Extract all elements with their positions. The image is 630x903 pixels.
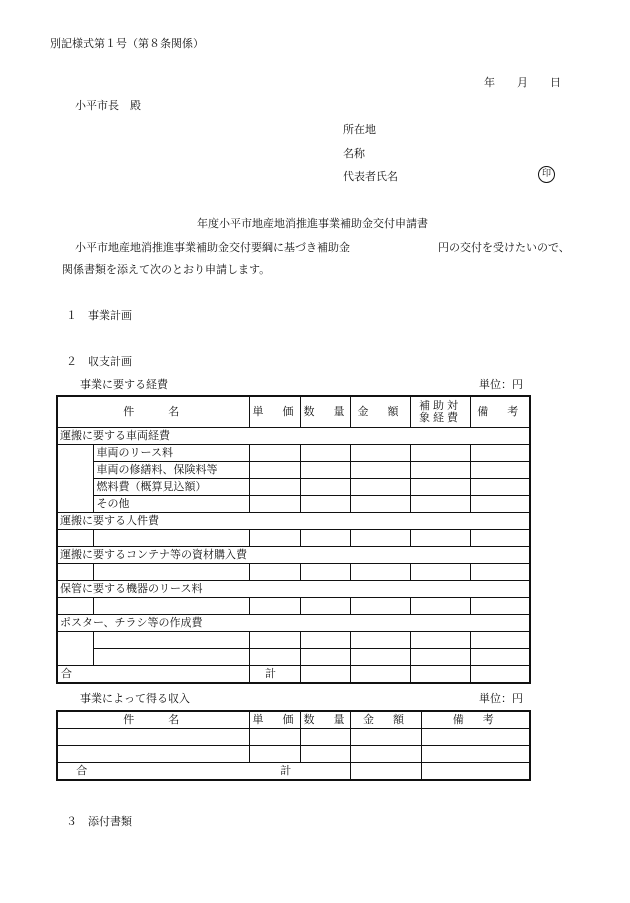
income-header-item: 件 名 — [57, 711, 249, 729]
table-row — [57, 564, 530, 581]
body-text-line2: 関係書類を添えて次のとおり申請します。 — [62, 263, 271, 276]
table-row — [57, 479, 530, 496]
table-row — [57, 513, 530, 530]
income-header-row — [57, 711, 530, 729]
header-subsidy-line1: 補助対 — [419, 399, 461, 412]
income-header-note: 備 考 — [421, 711, 530, 729]
seal-mark: 印 — [538, 166, 555, 183]
header-note: 備 考 — [470, 396, 530, 428]
table-row — [57, 666, 530, 684]
item-other: その他 — [93, 496, 249, 513]
header-unit-price: 単 価 — [249, 396, 300, 428]
expenses-caption: 事業に要する経費 — [80, 378, 168, 391]
section-attachments: ３ 添付書類 — [66, 815, 132, 828]
income-header-amount: 金 額 — [350, 711, 421, 729]
table-row — [57, 615, 530, 632]
name-label: 名称 — [343, 147, 365, 160]
address-label: 所在地 — [343, 123, 376, 136]
table-row — [57, 530, 530, 547]
table-row — [57, 547, 530, 564]
header-subsidy-target — [410, 396, 470, 428]
table-row — [57, 428, 530, 445]
indent-cell — [57, 445, 93, 513]
expenses-header-row — [57, 396, 530, 428]
body-text-line1b: 円の交付を受けたいので、 — [438, 241, 570, 254]
category-vehicle: 運搬に要する車両経費 — [57, 428, 530, 445]
table-row — [57, 632, 530, 649]
category-posters: ポスター、チラシ等の作成費 — [57, 615, 530, 632]
body-text-line1a: 小平市地産地消推進事業補助金交付要綱に基づき補助金 — [75, 241, 350, 254]
table-row — [57, 763, 530, 781]
expenses-total-label: 合 計 — [57, 666, 249, 684]
item-fuel: 燃料費（概算見込額） — [93, 479, 249, 496]
income-caption: 事業によって得る収入 — [80, 692, 190, 705]
income-total-label: 合 計 — [57, 763, 350, 781]
income-unit: 単位：円 — [479, 692, 523, 705]
table-row — [57, 729, 530, 746]
table-row — [57, 581, 530, 598]
table-row — [57, 746, 530, 763]
expenses-unit: 単位：円 — [479, 378, 523, 391]
income-table — [56, 710, 531, 781]
header-quantity: 数 量 — [300, 396, 350, 428]
addressee: 小平市長 殿 — [75, 99, 141, 112]
header-subsidy-line2: 象経費 — [419, 411, 461, 424]
expenses-table — [56, 395, 531, 684]
document-title: 年度小平市地産地消推進事業補助金交付申請書 — [197, 217, 428, 230]
section-business-plan: １ 事業計画 — [66, 309, 132, 322]
category-containers: 運搬に要するコンテナ等の資材購入費 — [57, 547, 530, 564]
table-row — [57, 649, 530, 666]
header-item: 件 名 — [57, 396, 249, 428]
category-storage: 保管に要する機器のリース料 — [57, 581, 530, 598]
section-budget-plan: ２ 収支計画 — [66, 355, 132, 368]
table-row — [57, 462, 530, 479]
income-header-unit-price: 単 価 — [249, 711, 300, 729]
item-vehicle-lease: 車両のリース料 — [93, 445, 249, 462]
representative-label: 代表者氏名 — [343, 170, 398, 183]
table-row — [57, 598, 530, 615]
table-row — [57, 445, 530, 462]
form-label: 別記様式第１号（第８条関係） — [50, 37, 204, 50]
table-row — [57, 496, 530, 513]
header-amount: 金 額 — [350, 396, 410, 428]
date-line: 年 月 日 — [484, 76, 561, 89]
category-labor: 運搬に要する人件費 — [57, 513, 530, 530]
income-header-quantity: 数 量 — [300, 711, 350, 729]
item-vehicle-repair: 車両の修繕料、保険料等 — [93, 462, 249, 479]
